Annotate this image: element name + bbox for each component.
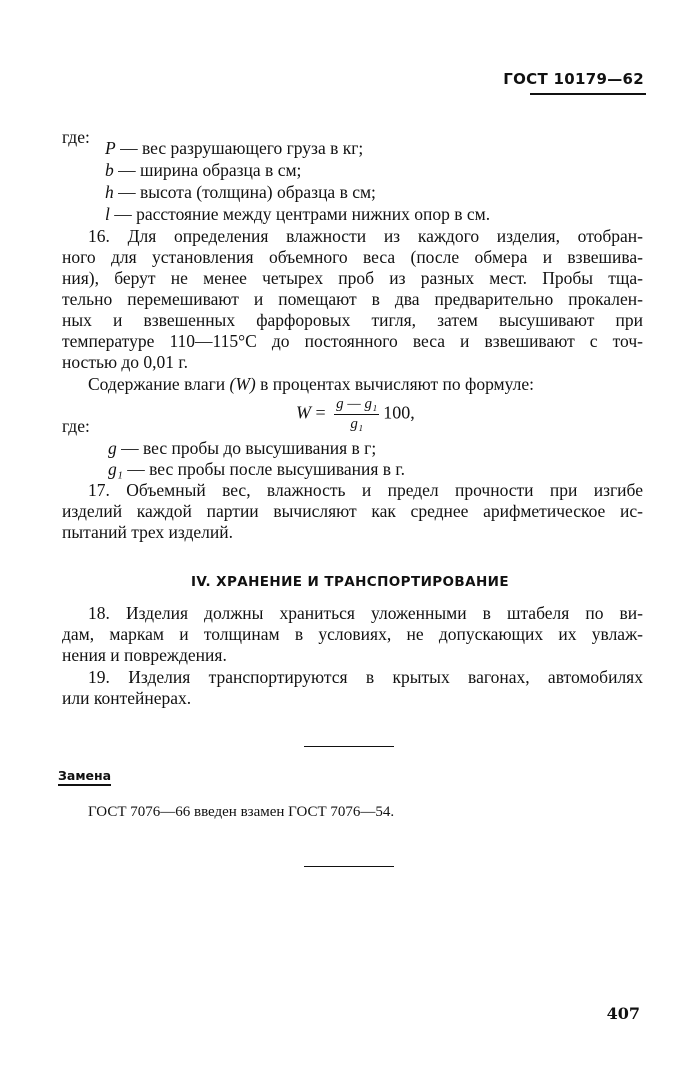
moisture-intro — [88, 374, 534, 395]
para16-line: ностью до 0,01 г. — [62, 352, 189, 372]
where-label-1: где: — [62, 127, 90, 147]
para16-line: температуре 110—115°С до постоянного веса и взвешивают с точ- — [62, 331, 643, 351]
para16-line: ных и взвешенных фарфоровых тигля, затем высушивают при — [62, 310, 643, 330]
definition-text: — расстояние между центрами нижних опор в см. — [109, 204, 491, 224]
formula-lhs: W — [296, 402, 311, 423]
moisture-symbol: (W) — [229, 374, 256, 394]
definition-line — [105, 160, 301, 181]
definition-line — [105, 204, 490, 225]
moisture-intro-post: в процентах вычисляют по формуле: — [255, 374, 534, 394]
formula-equals: = — [315, 402, 326, 423]
moisture-formula — [296, 396, 415, 433]
separator-rule — [304, 746, 394, 747]
standard-header: ГОСТ 10179—62 — [503, 70, 644, 88]
definition-line — [105, 138, 363, 159]
para18-line: 18. Изделия должны храниться уложенными в штабеля по ви- — [88, 603, 643, 623]
definition-text: — вес пробы после высушивания в г. — [122, 459, 406, 479]
symbol: b — [105, 160, 114, 180]
definition-line — [108, 438, 376, 459]
page-number: 407 — [606, 1004, 640, 1023]
moisture-intro-pre: Содержание влаги — [88, 374, 230, 394]
formula-denominator: g₁ — [350, 416, 364, 432]
para16-line: 16. Для определения влажности из каждого изделия, отобран- — [88, 226, 643, 246]
para17-line: изделий каждой партии вычисляют как среднее арифметическое ис- — [62, 501, 643, 521]
definition-line — [105, 182, 376, 203]
definition-text: — вес разрушающего груза в кг; — [115, 138, 364, 158]
replacement-text: ГОСТ 7076—66 введен взамен ГОСТ 7076—54. — [88, 804, 395, 820]
symbol: h — [105, 182, 114, 202]
definition-text: — вес пробы до высушивания в г; — [116, 438, 377, 458]
symbol: g — [108, 438, 117, 458]
symbol: P — [105, 138, 116, 158]
symbol: g₁ — [108, 459, 123, 479]
para18-line: дам, маркам и толщинам в условиях, не допускающих их увлаж- — [62, 624, 643, 644]
section-title: IV. ХРАНЕНИЕ И ТРАНСПОРТИРОВАНИЕ — [190, 574, 509, 590]
para16-line: ного для установления объемного веса (после обмера и взвешива- — [62, 247, 643, 267]
where-label-2: где: — [62, 416, 90, 436]
para18-line: нения и повреждения. — [62, 645, 227, 665]
formula-numerator: g — g₁ — [334, 396, 379, 415]
para17-line: 17. Объемный вес, влажность и предел прочности при изгибе — [88, 480, 643, 500]
formula-tail: 100, — [383, 402, 415, 423]
separator-rule — [304, 866, 394, 867]
para16-line: ния), берут не менее четырех проб из разных мест. Пробы тща- — [62, 268, 643, 288]
replacement-label: Замена — [58, 768, 111, 786]
definition-line — [108, 459, 405, 480]
para19-line: или контейнерах. — [62, 688, 192, 708]
para16-line: тельно перемешивают и помещают в два предварительно прокален- — [62, 289, 643, 309]
definition-text: — ширина образца в см; — [113, 160, 302, 180]
symbol: l — [105, 204, 110, 224]
definition-text: — высота (толщина) образца в см; — [113, 182, 376, 202]
para19-line: 19. Изделия транспортируются в крытых вагонах, автомобилях — [88, 667, 643, 687]
formula-fraction — [334, 396, 379, 433]
para17-line: пытаний трех изделий. — [62, 522, 233, 542]
header-rule — [530, 93, 646, 95]
